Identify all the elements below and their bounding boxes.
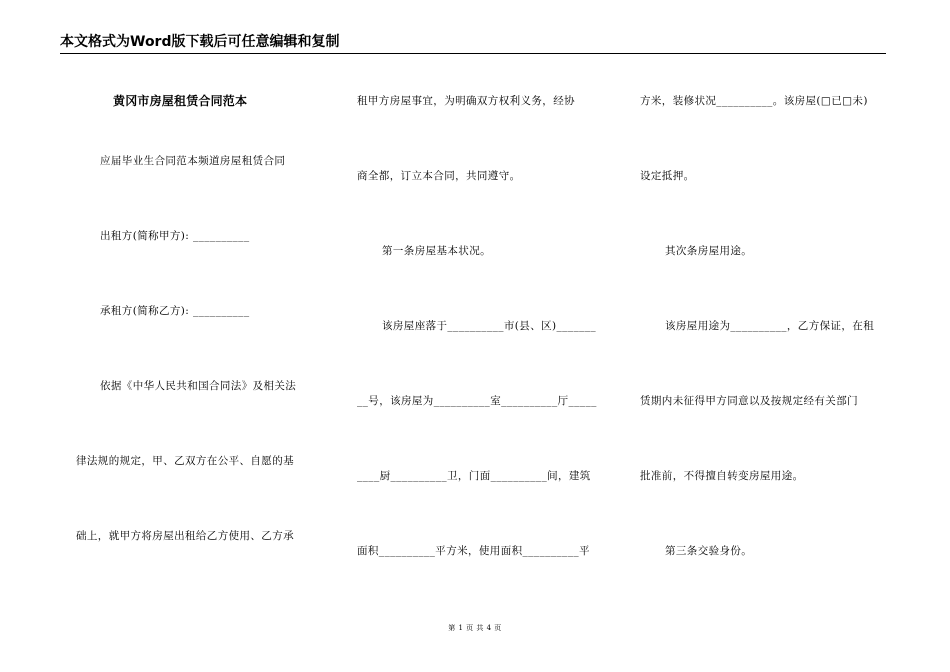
section-heading: 第一条房屋基本状况。 [382, 245, 491, 257]
paragraph-line: 面积__________平方米，使用面积__________平 [357, 545, 590, 557]
section-heading: 其次条房屋用途。 [665, 245, 753, 257]
paragraph-line: 租甲方房屋事宜，为明确双方权利义务，经协 [357, 95, 575, 107]
paragraph-line: __号，该房屋为__________室__________厅_____ [357, 395, 597, 407]
paragraph-line: 商全都，订立本合同，共同遵守。 [357, 170, 521, 182]
paragraph-line: 设定抵押。 [640, 170, 695, 182]
paragraph-line: 批准前，不得擅自转变房屋用途。 [640, 470, 804, 482]
paragraph-line: 该房屋座落于__________市(县、区)_______ [382, 320, 597, 332]
paragraph-line: 础上，就甲方将房屋出租给乙方使用、乙方承 [76, 530, 294, 542]
paragraph-line: 该房屋用途为__________，乙方保证，在租 [665, 320, 875, 332]
document-title: 黄冈市房屋租赁合同范本 [113, 94, 248, 108]
section-heading: 第三条交验身份。 [665, 545, 753, 557]
paragraph-line: 赁期内未征得甲方同意以及按规定经有关部门 [640, 395, 858, 407]
paragraph-line: 方米，装修状况__________。该房屋(□已□未) [640, 95, 868, 107]
paragraph-line: 出租方(简称甲方): __________ [100, 230, 250, 242]
page-number-footer: 第 1 页 共 4 页 [448, 624, 502, 632]
document-header [60, 33, 886, 54]
header-text: 本文格式为Word版下载后可任意编辑和复制 [60, 34, 340, 50]
paragraph-line: 律法规的规定，甲、乙双方在公平、自愿的基 [76, 455, 294, 467]
paragraph-line: 承租方(简称乙方): __________ [100, 305, 250, 317]
paragraph-line: 应届毕业生合同范本频道房屋租赁合同 [100, 155, 286, 167]
paragraph-line: ____厨__________卫，门面__________间，建筑 [357, 470, 591, 482]
paragraph-line: 依据《中华人民共和国合同法》及相关法 [100, 380, 297, 392]
